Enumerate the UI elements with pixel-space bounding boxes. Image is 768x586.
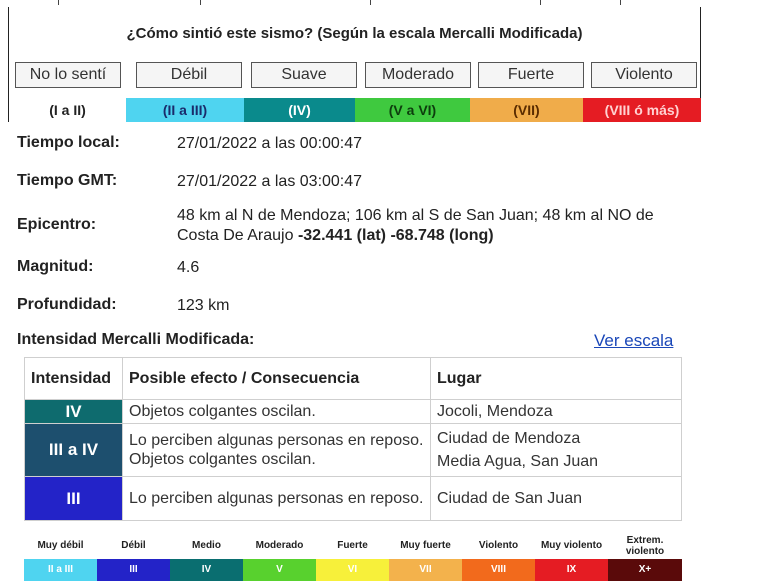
felt-range-debil: (II a III) xyxy=(126,98,244,122)
magnitude-value: 4.6 xyxy=(177,259,200,276)
place-cell xyxy=(431,424,682,477)
table-row xyxy=(25,400,682,424)
felt-range-suave: (IV) xyxy=(244,98,355,122)
mmi-header-row xyxy=(25,358,682,400)
scale-cell-iii: III xyxy=(97,559,170,581)
scale-cell-ix: IX xyxy=(535,559,608,581)
place-item: Media Agua, San Juan xyxy=(437,453,599,470)
magnitude-label: Magnitud: xyxy=(17,258,94,275)
col-efecto: Posible efecto / Consecuencia xyxy=(123,358,431,400)
epicenter-text: 48 km al N de Mendoza; 106 km al S de San Juan; 48 km al NO de Costa De Araujo xyxy=(177,207,654,244)
scale-cell-viii: VIII xyxy=(462,559,535,581)
scale-label-ii-a-iii: Muy débil xyxy=(37,540,84,551)
scale-labels xyxy=(24,532,682,559)
intensity-scale-legend xyxy=(24,532,682,581)
place-cell xyxy=(431,477,682,521)
table-row xyxy=(25,424,682,477)
depth-value: 123 km xyxy=(177,297,230,314)
local-time-label: Tiempo local: xyxy=(17,134,120,151)
scale-label-viii: Violento xyxy=(478,540,519,551)
felt-option-suave-button[interactable]: Suave xyxy=(251,62,357,88)
scale-cell-vi: VI xyxy=(316,559,389,581)
scale-label-iv: Medio xyxy=(192,540,221,551)
effect-cell: Lo perciben algunas personas en reposo. xyxy=(123,477,431,521)
scale-cell-v: V xyxy=(243,559,316,581)
col-intensidad: Intensidad xyxy=(25,358,123,400)
mmi-heading: Intensidad Mercalli Modificada: xyxy=(17,331,255,348)
scale-label-x-: Extrem. violento xyxy=(625,534,665,557)
scale-cell-x-: X+ xyxy=(608,559,682,581)
ver-escala-link[interactable]: Ver escala xyxy=(594,331,674,350)
table-row xyxy=(25,477,682,521)
mmi-table xyxy=(24,357,682,521)
scale-cell-vii: VII xyxy=(389,559,462,581)
scale-label-vi: Fuerte xyxy=(337,540,368,551)
felt-range-moderado: (V a VI) xyxy=(355,98,470,122)
effect-cell: Objetos colgantes oscilan. xyxy=(123,400,431,424)
scale-label-v: Moderado xyxy=(255,540,304,551)
felt-option-moderado-button[interactable]: Moderado xyxy=(365,62,471,88)
felt-ranges xyxy=(9,98,700,122)
local-time-value: 27/01/2022 a las 00:00:47 xyxy=(177,135,363,152)
scale-label-ix: Muy violento xyxy=(540,540,603,551)
felt-option-debil-button[interactable]: Débil xyxy=(136,62,242,88)
place-item: Jocoli, Mendoza xyxy=(437,403,553,420)
scale-label-iii: Débil xyxy=(121,540,146,551)
epicenter-coords: -32.441 (lat) -68.748 (long) xyxy=(297,227,494,244)
place-item: Ciudad de Mendoza xyxy=(437,430,581,447)
gmt-time-value: 27/01/2022 a las 03:00:47 xyxy=(177,173,363,190)
scale-cell-iv: IV xyxy=(170,559,243,581)
gmt-time-label: Tiempo GMT: xyxy=(17,172,118,189)
place-cell xyxy=(431,400,682,424)
intensity-badge: III xyxy=(25,477,123,521)
intensity-badge: IV xyxy=(25,400,123,424)
felt-range-violento: (VIII ó más) xyxy=(583,98,701,122)
scale-label-vii: Muy fuerte xyxy=(400,540,451,551)
felt-options xyxy=(15,62,696,94)
place-item: Ciudad de San Juan xyxy=(437,490,582,507)
top-strip xyxy=(0,0,700,7)
felt-option-no-lo-senti-button[interactable]: No lo sentí xyxy=(15,62,121,88)
felt-option-fuerte-button[interactable]: Fuerte xyxy=(478,62,584,88)
scale-bar xyxy=(24,559,682,581)
felt-survey-box xyxy=(8,7,701,122)
felt-range-no-lo-senti: (I a II) xyxy=(9,98,126,122)
felt-option-violento-button[interactable]: Violento xyxy=(591,62,697,88)
epicenter-label: Epicentro: xyxy=(17,216,97,233)
col-lugar: Lugar xyxy=(431,358,682,400)
felt-survey-title: ¿Cómo sintió este sismo? (Según la escala Mercalli Modificada) xyxy=(126,25,583,42)
scale-cell-ii-a-iii: II a III xyxy=(24,559,97,581)
felt-range-fuerte: (VII) xyxy=(470,98,583,122)
intensity-badge: III a IV xyxy=(25,424,123,477)
epicenter-value xyxy=(177,206,697,246)
depth-label: Profundidad: xyxy=(17,296,117,313)
effect-cell: Lo perciben algunas personas en reposo. Objetos colgantes oscilan. xyxy=(123,424,431,477)
